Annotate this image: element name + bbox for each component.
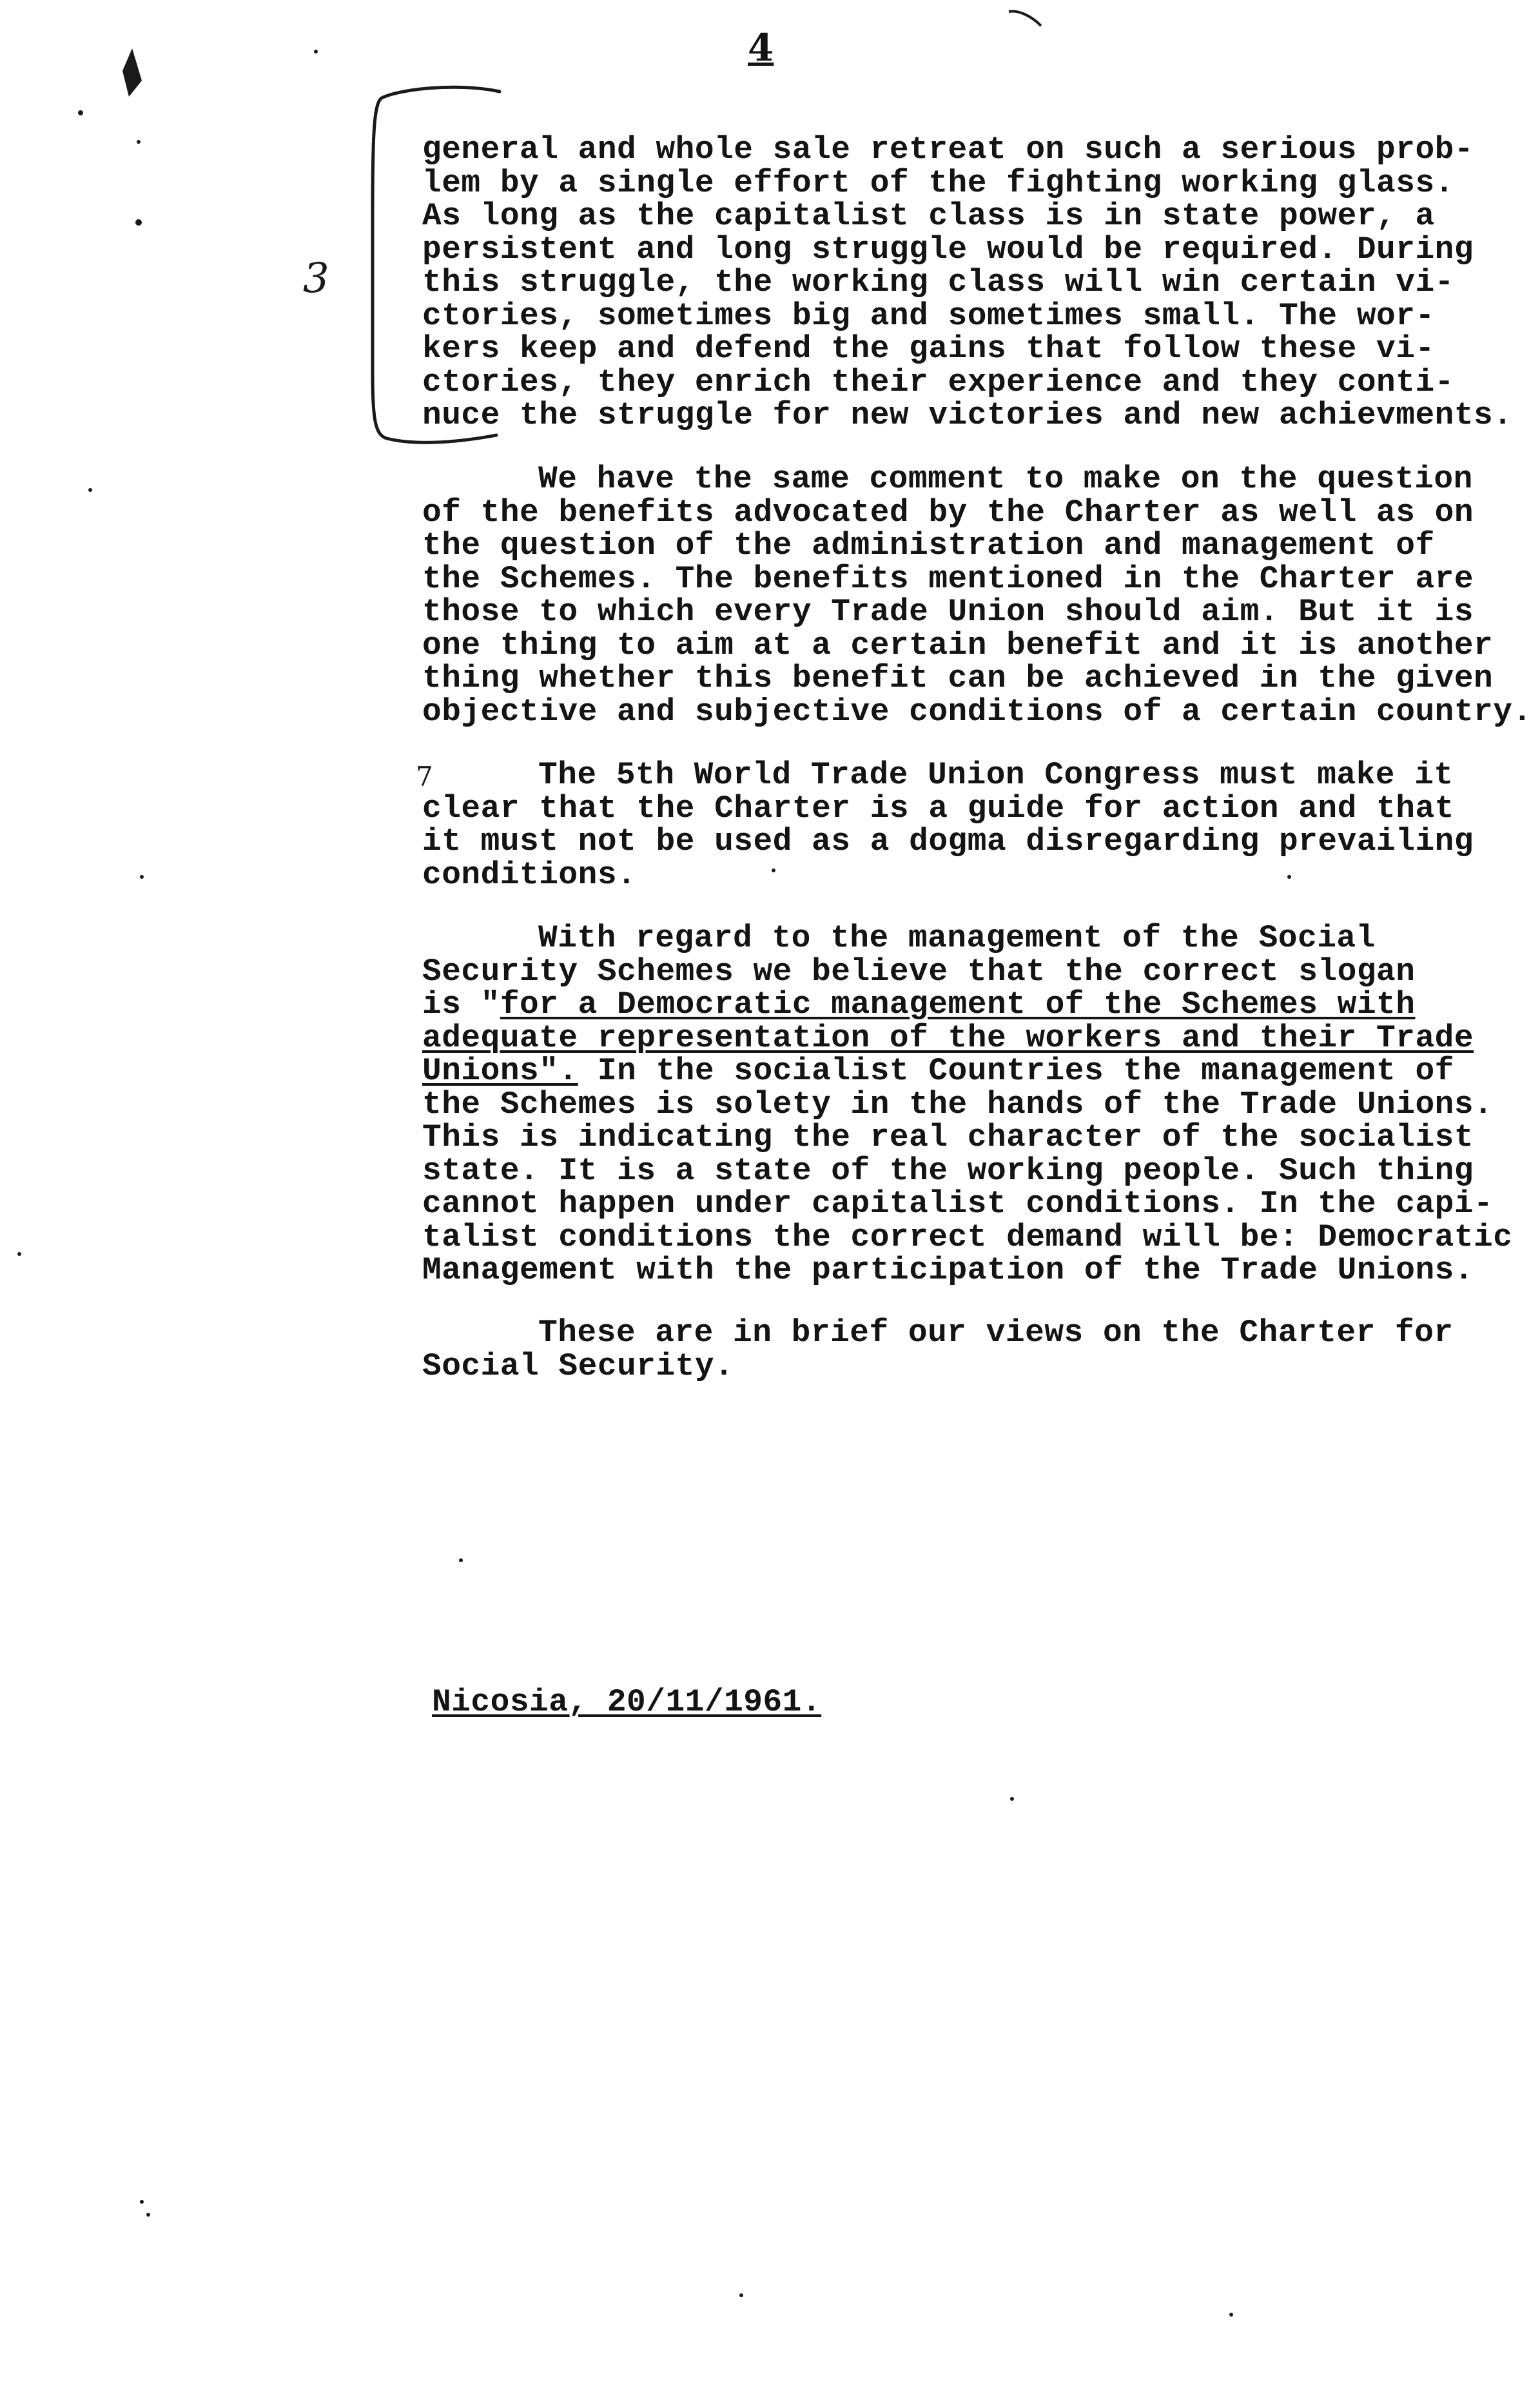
text-line: kers keep and defend the gains that follow these vi- [422,331,1435,367]
text-line: it must not be used as a dogma disregarding prevailing [422,823,1474,859]
text-line: clear that the Charter is a guide for action and that [422,790,1454,827]
slogan-continuation: In the socialist Countries the management of [578,1053,1454,1089]
slogan-underlined: for a Democratic management of the Schemes with [500,986,1416,1023]
text-line: thing whether this benefit can be achieved in the given [422,660,1494,696]
text-line: those to which every Trade Union should aim. But it is [422,594,1474,630]
paragraph-2 [422,461,1532,730]
paragraph-1 [422,133,1518,433]
text-line: Management with the participation of the Trade Unions. [422,1252,1474,1288]
text-line: state. It is a state of the working people. Such thing [422,1152,1474,1189]
place-date: Nicosia, 20/11/1961. [432,1684,822,1720]
margin-mark-3: 3 [303,255,329,302]
text-line: Social Security. [422,1348,734,1384]
text-line: ctories, they enrich their experience and they conti- [422,364,1454,400]
text-line: Security Schemes we believe that the correct slogan [422,953,1416,990]
text-line: of the benefits advocated by the Charter as well as on [422,494,1474,531]
text-line: persistent and long struggle would be required. During [422,231,1474,268]
text-line: The 5th World Trade Union Congress must make it [538,757,1454,793]
text-line: this struggle, the working class will win certain vi- [422,264,1454,300]
margin-mark-7: 7 [416,761,433,792]
text-line: objective and subjective conditions of a certain country. [422,693,1532,730]
paragraph-3 [422,759,1518,892]
text-line [422,1019,1518,1056]
text-line: We have the same comment to make on the question [538,461,1473,497]
slogan-underlined: Unions". [422,1053,578,1089]
text-line: These are in brief our views on the Charter for [538,1315,1454,1351]
text-line: one thing to aim at a certain benefit and it is another [422,627,1494,663]
paragraph-5 [422,1317,1518,1383]
text-line: general and whole sale retreat on such a serious prob- [422,132,1474,168]
text-line: the Schemes. The benefits mentioned in the Charter are [422,560,1474,597]
page-number: 4 [748,26,774,70]
text-line: the Schemes is solety in the hands of the Trade Unions. [422,1086,1494,1122]
text-line [422,988,1518,1022]
paragraph-4 [422,922,1518,1288]
text-line: This is indicating the real character of the socialist [422,1119,1474,1155]
text-line: lem by a single effort of the fighting working glass. [422,164,1454,201]
slogan-prefix: is " [422,986,500,1023]
text-line [422,1055,1518,1088]
text-line: nuce the struggle for new victories and new achievments. [422,397,1513,433]
text-line: With regard to the management of the Social [538,920,1376,956]
slogan-underlined: adequate representation of the workers and their Trade [422,1019,1474,1056]
text-line: the question of the administration and management of [422,527,1435,564]
text-line: conditions. [422,856,637,893]
text-line: As long as the capitalist class is in state power, a [422,198,1435,234]
text-line: ctories, sometimes big and sometimes small. The wor- [422,297,1435,334]
text-line: cannot happen under capitalist conditions. In the capi- [422,1186,1494,1222]
text-line: talist conditions the correct demand will be: Democratic [422,1219,1513,1255]
